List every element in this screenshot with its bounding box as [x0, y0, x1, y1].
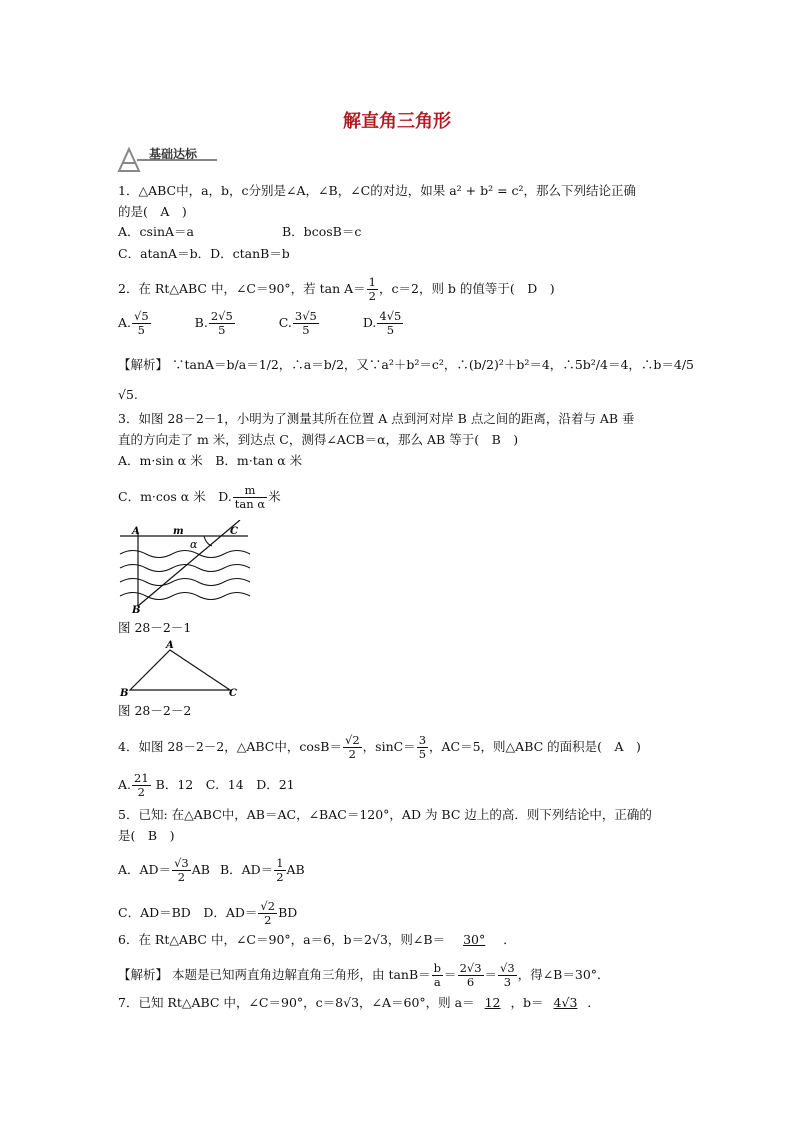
fig1-label-c: C: [230, 526, 238, 537]
q4-options: A. $\frac{21}{2}$ B．12 C．14 D．21: [118, 771, 295, 799]
fig1-label-m: m: [173, 526, 184, 537]
figure-28-2-2-caption: 图 28－2－2: [118, 703, 192, 718]
fig2-label-a: A: [166, 640, 174, 651]
q4-stem: 4．如图 28－2－2，△ABC中，cosB＝ $\frac{√2}{2}$ ，sinC＝ $\frac{3}{5}$ ，AC＝5，则△ABC 的面积是( A ): [118, 733, 641, 761]
q5-line1: 5．已知: 在△ABC中，AB＝AC，∠BAC＝120°，AD 为 BC 边上的高．则下列结论中，正确的: [118, 807, 652, 822]
page-title: 解直角三角形: [343, 111, 451, 132]
q7-answer-a: 12: [484, 995, 501, 1010]
q2-options: A. $\frac{√5}{5}$ B. $\frac{2√5}{5}$ C. $\frac{3√5}{5}$ D. $\frac{4√5}{5}$: [118, 309, 402, 337]
fig2-label-c: C: [229, 688, 237, 698]
q6-stem: 6．在 Rt△ABC 中，∠C＝90°，a＝6，b＝2√3，则∠B＝ 30° ．: [118, 932, 516, 947]
figure-28-2-1-caption: 图 28－2－1: [118, 620, 192, 635]
q6-answer: 30°: [463, 932, 486, 947]
q5-options-cd: C．AD＝BD D．AD＝ $\frac{√2}{2}$ BD: [118, 899, 298, 927]
q2-fraction: $\frac{1}{2}$: [368, 275, 376, 303]
section-label: 基础达标: [149, 147, 198, 161]
q1-line1: 1．△ABC中，a，b，c分别是∠A，∠B，∠C的对边，如果 a² + b² = c²，那么下列结论正确: [118, 183, 637, 198]
q7-answer-b: 4√3: [553, 995, 578, 1010]
q1-option-b: B．bcosB＝c: [282, 224, 362, 239]
q7-stem: 7．已知 Rt△ABC 中，∠C＝90°，c＝8√3，∠A＝60°，则 a＝ 12 ，b＝ 4√3 ．: [118, 995, 600, 1010]
figure-28-2-1: [118, 520, 258, 618]
q1-option-a: A．csinA＝a: [118, 224, 194, 239]
q2-stem-b: ，c＝2，则 b 的值等于( D ): [378, 281, 555, 296]
q5-options-ab: A．AD＝ $\frac{√3}{2}$ AB B．AD＝ $\frac{1}{2}$ AB: [118, 856, 305, 884]
q3-line1: 3．如图 28－2－1，小明为了测量其所在位置 A 点到河对岸 B 点之间的距离，沿着与 AB 垂: [118, 411, 635, 426]
q5-line2: 是( B ): [118, 828, 175, 843]
q1-option-cd: C．atanA＝b．D．ctanB＝b: [118, 246, 290, 261]
figure-28-2-2: [118, 640, 243, 701]
q1-line2: 的是( A ): [118, 204, 187, 219]
q6-analysis: 【解析】 本题是已知两直角边解直角三角形，由 tanB＝ $\frac{b}{a}$ ＝ $\frac{2√3}{6}$ ＝ $\frac{√3}{3}$ ，得∠B＝30°．: [118, 961, 610, 989]
q3-line2: 直的方向走了 m 米，到达点 C，测得∠ACB＝α，那么 AB 等于( B ): [118, 432, 519, 447]
q2-analysis: 【解析】 ∵tanA＝b/a＝1/2，∴a＝b/2，又∵a²＋b²＝c²，∴(b/2)²＋b²＝4，∴5b²/4＝4，∴b＝4/5: [118, 357, 695, 372]
fig1-label-alpha: α: [190, 538, 198, 551]
q2-stem-a: 2．在 Rt△ABC 中，∠C＝90°，若 tan A＝: [118, 281, 366, 296]
fig2-label-b: B: [120, 688, 129, 698]
fig1-label-a: A: [132, 526, 140, 537]
q2-analysis-tail: √5.: [118, 387, 138, 402]
fig1-label-b: B: [132, 605, 141, 615]
q2-stem: [118, 276, 555, 303]
q3-options-cd: C．m·cos α 米 D. $\frac{m}{\text{tan α}}$ 米: [118, 483, 281, 511]
q3-options-ab: A．m·sin α 米 B．m·tan α 米: [118, 453, 303, 468]
section-banner: [117, 145, 219, 173]
